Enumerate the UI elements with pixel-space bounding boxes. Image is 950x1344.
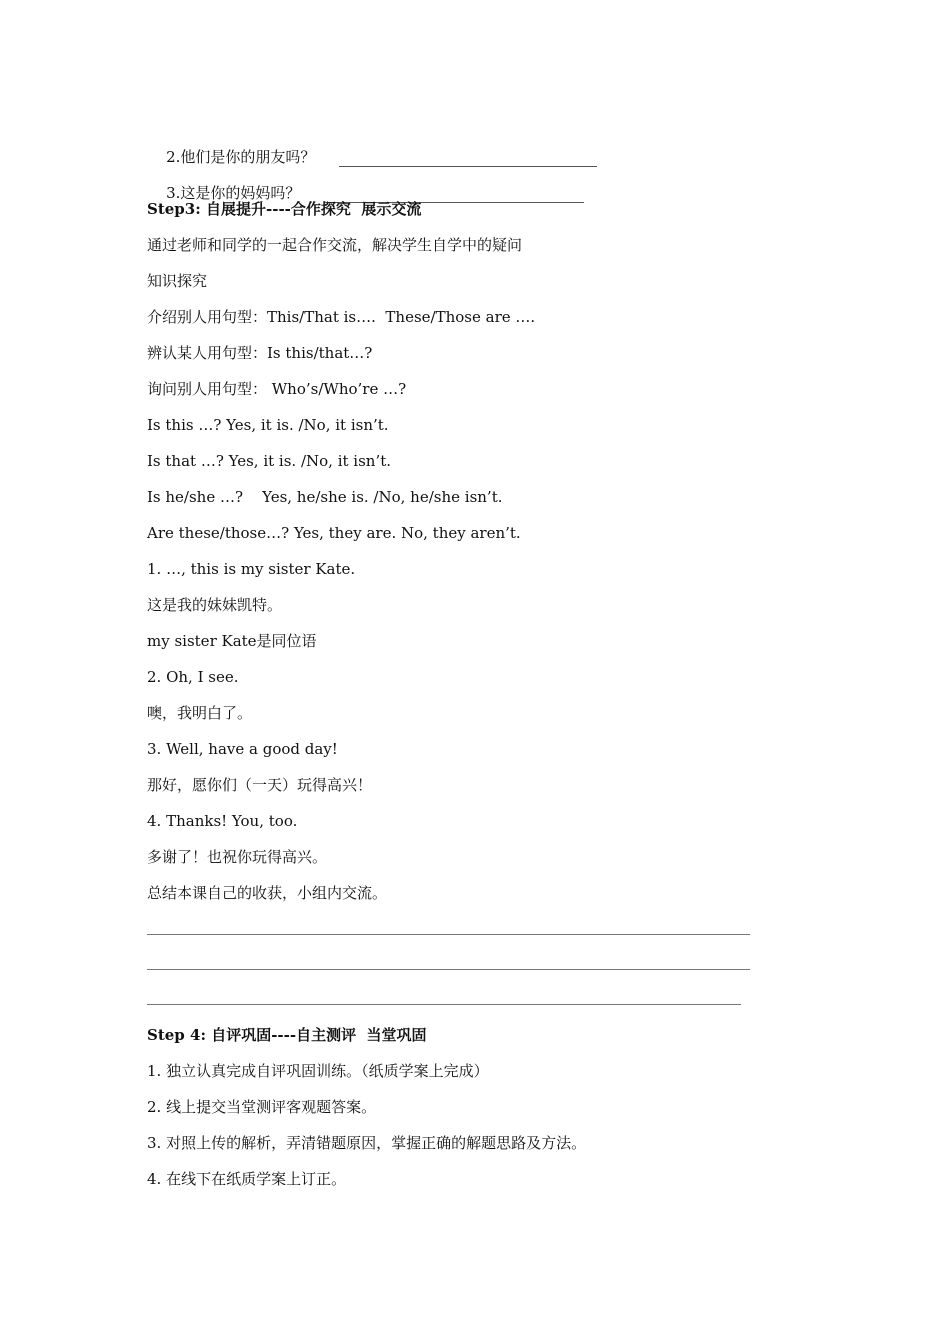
point-line: 1. …, this is my sister Kate. [147, 560, 356, 578]
pattern-line: Is he/she …? Yes, he/she is. /No, he/she isn’t. [147, 488, 503, 506]
summary-answer-line-3[interactable] [147, 1004, 741, 1005]
summary-answer-line-1[interactable] [147, 934, 750, 935]
pattern-line: Is that …? Yes, it is. /No, it isn’t. [147, 452, 392, 470]
step4-heading: Step 4: 自评巩固----自主测评 当堂巩固 [147, 1026, 427, 1044]
point-line: 这是我的妹妹凯特。 [147, 596, 283, 614]
pattern-line: 询问别人用句型： Who’s/Who’re …? [147, 380, 407, 398]
point-line: 2. Oh, I see. [147, 668, 239, 686]
summary-answer-line-2[interactable] [147, 969, 750, 970]
pattern-line: 介绍别人用句型：This/That is…. These/Those are …. [147, 308, 536, 326]
step4-item: 3. 对照上传的解析，弄清错题原因，掌握正确的解题思路及方法。 [147, 1134, 587, 1152]
question-3 [147, 163, 584, 202]
point-line: 4. Thanks! You, too. [147, 812, 298, 830]
summary-prompt: 总结本课自己的收获，小组内交流。 [147, 884, 388, 902]
pattern-line: 辨认某人用句型：Is this/that…? [147, 344, 373, 362]
step3-heading: Step3: 自展提升----合作探究 展示交流 [147, 200, 422, 218]
point-line: 噢，我明白了。 [147, 704, 253, 722]
question-3-text: 3.这是你的妈妈吗？ [166, 184, 301, 202]
point-line: 多谢了！也祝你玩得高兴。 [147, 848, 328, 866]
question-2 [147, 127, 597, 166]
pattern-line: Is this …? Yes, it is. /No, it isn’t. [147, 416, 389, 434]
knowledge-title: 知识探究 [147, 272, 208, 290]
pattern-line: Are these/those…? Yes, they are. No, they aren’t. [147, 524, 521, 542]
question-2-text: 2.他们是你的朋友吗？ [166, 148, 316, 166]
point-line: 3. Well, have a good day! [147, 740, 338, 758]
step3-intro: 通过老师和同学的一起合作交流，解决学生自学中的疑问 [147, 236, 523, 254]
step4-item: 4. 在线下在纸质学案上订正。 [147, 1170, 347, 1188]
step4-item: 2. 线上提交当堂测评客观题答案。 [147, 1098, 377, 1116]
point-line: my sister Kate是同位语 [147, 632, 317, 650]
point-line: 那好，愿你们（一天）玩得高兴！ [147, 776, 373, 794]
step4-item: 1. 独立认真完成自评巩固训练。（纸质学案上完成） [147, 1062, 489, 1080]
